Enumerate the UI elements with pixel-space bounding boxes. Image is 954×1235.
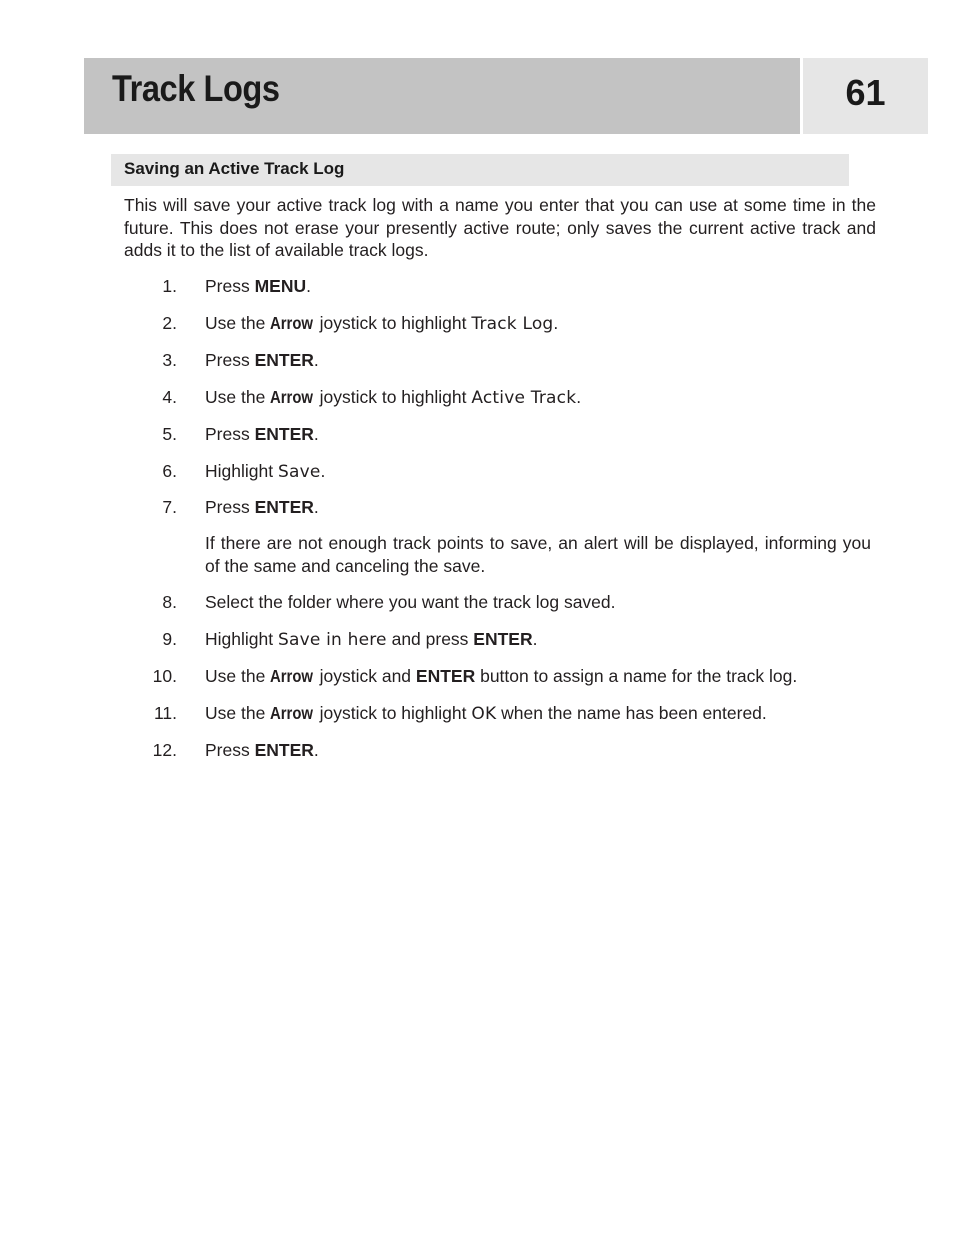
step-text-part: joystick to highlight xyxy=(314,703,472,723)
step-text xyxy=(205,386,581,409)
step-8 xyxy=(0,591,954,613)
intro-paragraph: This will save your active track log with a name you enter that you can use at some time in the future. This does not erase your presently active route; only saves the current active track and adds it to the list of available track logs. xyxy=(124,195,876,260)
note-paragraph: If there are not enough track points to save, an alert will be displayed, informing you of the same and canceling the save. xyxy=(205,533,871,576)
step-number: 10. xyxy=(152,666,177,686)
step-text xyxy=(205,591,616,613)
page-number-box xyxy=(803,58,928,134)
step-number: 8. xyxy=(162,592,177,612)
page-number: 61 xyxy=(845,72,886,113)
step-2 xyxy=(0,312,954,334)
key-label: ENTER xyxy=(254,350,314,370)
step-text-part: . xyxy=(313,497,319,517)
step-text-part: Press xyxy=(205,350,255,370)
step-text-part: button to assign a name for the track log. xyxy=(475,666,798,686)
key-label: MENU xyxy=(254,276,307,296)
step-text xyxy=(205,628,537,651)
key-label: Arrow xyxy=(270,666,314,686)
step-text-part: . xyxy=(313,740,319,760)
step-text-part: joystick to highlight xyxy=(314,313,472,333)
step-text-part: Use the xyxy=(205,703,271,723)
step-text xyxy=(205,665,797,687)
step-text xyxy=(205,275,311,297)
step-number: 9. xyxy=(162,629,177,649)
key-label: ENTER xyxy=(473,629,533,649)
step-text xyxy=(205,460,325,483)
step-text-part: Use the xyxy=(205,387,271,407)
screen-item: Save xyxy=(277,462,321,482)
step-text-part: Select the folder where you want the track log saved. xyxy=(205,592,616,612)
step-6 xyxy=(0,460,954,482)
step-text-part: Use the xyxy=(205,313,271,333)
step-number: 2. xyxy=(162,313,177,333)
section-band xyxy=(111,154,849,186)
step-1 xyxy=(0,275,954,297)
step-4 xyxy=(0,386,954,408)
screen-item: OK xyxy=(471,704,497,724)
step-5 xyxy=(0,423,954,445)
header-band xyxy=(84,58,800,134)
step-number: 4. xyxy=(162,387,177,407)
step-text xyxy=(205,496,319,518)
step-3 xyxy=(0,349,954,371)
step-number: 1. xyxy=(162,276,177,296)
step-number: 7. xyxy=(162,497,177,517)
key-label: Arrow xyxy=(270,313,314,333)
key-label: Arrow xyxy=(270,387,314,407)
key-label: ENTER xyxy=(415,666,476,686)
step-text-part: Highlight xyxy=(205,629,278,649)
key-label: Arrow xyxy=(270,703,314,723)
step-text-part: Press xyxy=(205,424,255,444)
step-text xyxy=(205,702,767,725)
step-text-part: . xyxy=(313,424,319,444)
step-text-part: when the name has been entered. xyxy=(496,703,767,723)
step-text-part: . xyxy=(532,629,538,649)
step-text-part: Press xyxy=(205,276,255,296)
step-text-part: . xyxy=(313,350,319,370)
step-text xyxy=(205,423,319,445)
step-12 xyxy=(0,739,954,761)
step-text-part: and press xyxy=(386,629,474,649)
step-text-part: Press xyxy=(205,497,255,517)
step-11 xyxy=(0,702,954,724)
key-label: ENTER xyxy=(254,424,314,444)
screen-item: Track Log xyxy=(471,314,554,334)
step-number: 11. xyxy=(153,703,177,723)
step-text-part: Use the xyxy=(205,666,271,686)
step-number: 5. xyxy=(162,424,177,444)
step-text-part: Highlight xyxy=(205,461,278,481)
step-text xyxy=(205,739,319,761)
step-text xyxy=(205,312,558,335)
step-text-part: joystick and xyxy=(314,666,416,686)
step-number: 6. xyxy=(162,461,177,481)
step-text-part: . xyxy=(576,387,582,407)
step-text-part: joystick to highlight xyxy=(314,387,472,407)
screen-item: Save in here xyxy=(277,630,387,650)
step-10 xyxy=(0,665,954,687)
step-text-part: . xyxy=(306,276,312,296)
step-number: 3. xyxy=(162,350,177,370)
key-label: ENTER xyxy=(254,740,314,760)
key-label: ENTER xyxy=(254,497,314,517)
step-text-part: . xyxy=(553,313,559,333)
step-text-part: Press xyxy=(205,740,255,760)
screen-item: Active Track xyxy=(471,388,577,408)
step-text-part: . xyxy=(320,461,326,481)
step-9 xyxy=(0,628,954,650)
step-text xyxy=(205,349,319,371)
step-number: 12. xyxy=(152,740,177,760)
section-title: Saving an Active Track Log xyxy=(124,159,345,178)
step-7 xyxy=(0,496,954,518)
page-title: Track Logs xyxy=(112,68,280,109)
